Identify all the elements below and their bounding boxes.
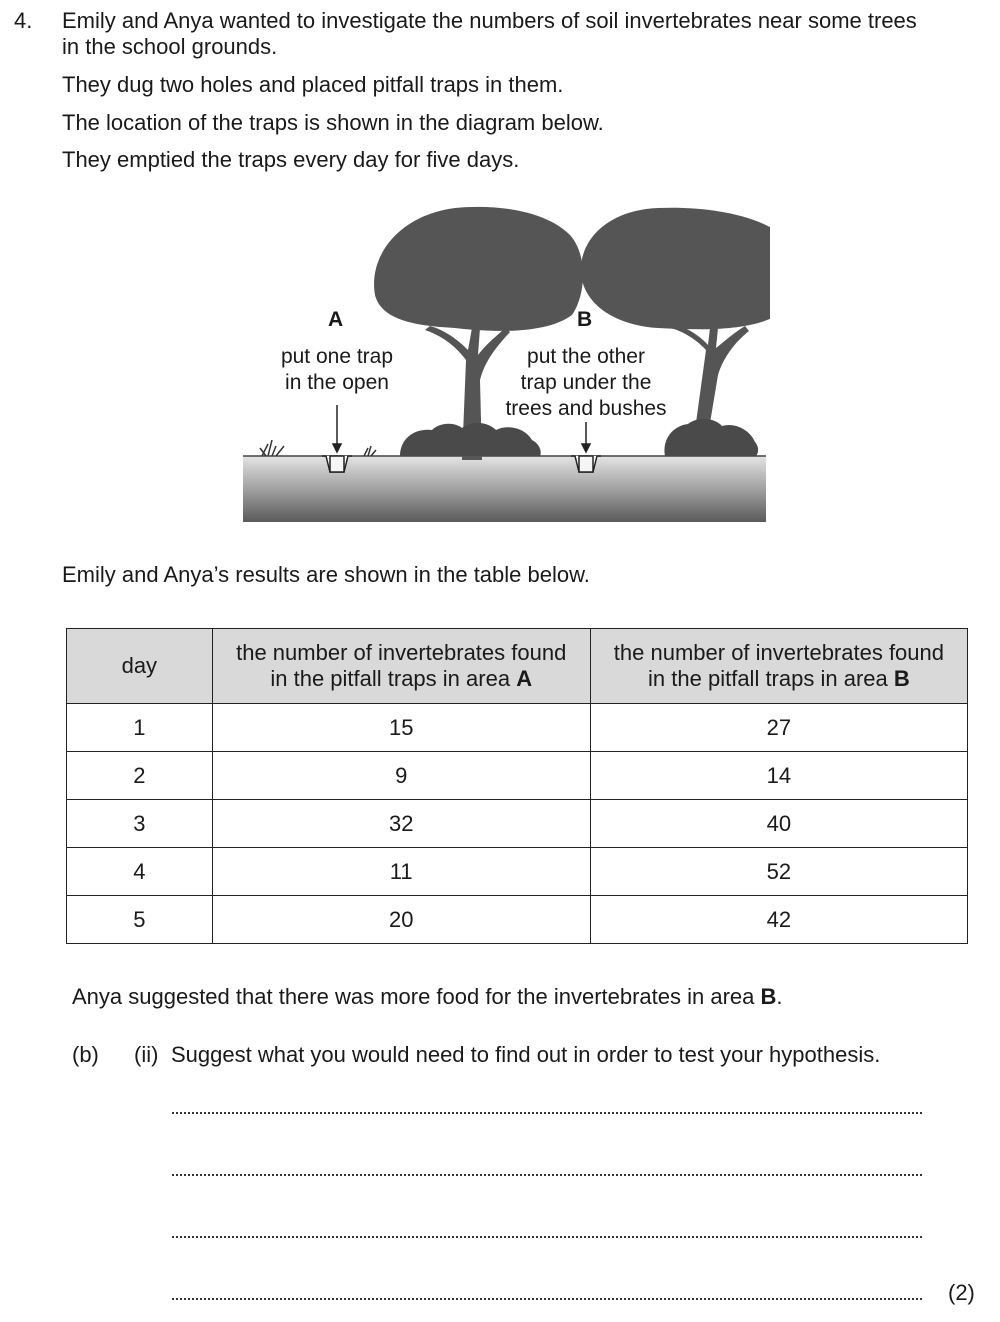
table-row bbox=[67, 896, 968, 944]
results-intro: Emily and Anya’s results are shown in the table below. bbox=[62, 562, 590, 587]
suggestion-sentence bbox=[72, 984, 783, 1010]
label-b-line-3: trees and bushes bbox=[505, 397, 667, 420]
cell-day: 3 bbox=[67, 800, 213, 848]
cell-day: 1 bbox=[67, 704, 213, 752]
label-b: B bbox=[577, 308, 593, 331]
label-b-line-1: put the other bbox=[527, 345, 645, 368]
cell-day: 2 bbox=[67, 752, 213, 800]
cell-area-a: 15 bbox=[212, 704, 590, 752]
holes-sentence: They dug two holes and placed pitfall traps in them. bbox=[62, 72, 564, 97]
header-area-a bbox=[212, 629, 590, 704]
emptied-sentence: They emptied the traps every day for five days. bbox=[62, 147, 520, 172]
header-a-line-1: the number of invertebrates found bbox=[236, 640, 567, 665]
table-row bbox=[67, 752, 968, 800]
part-b-label: (b) bbox=[72, 1042, 99, 1067]
label-b-text bbox=[486, 344, 686, 422]
answer-line-1[interactable] bbox=[172, 1110, 922, 1114]
pitfall-trap-diagram bbox=[240, 200, 770, 526]
cell-area-b: 40 bbox=[590, 800, 967, 848]
cell-day: 4 bbox=[67, 848, 213, 896]
header-a-line-2: in the pitfall traps in area bbox=[270, 666, 511, 691]
header-b-letter: B bbox=[893, 666, 910, 691]
label-a-line-1: put one trap bbox=[280, 345, 394, 368]
suggestion-end: . bbox=[776, 984, 783, 1009]
intro-line-1: Emily and Anya wanted to investigate the numbers of soil invertebrates near some trees bbox=[62, 8, 917, 33]
suggestion-text: Anya suggested that there was more food for the invertebrates in area bbox=[72, 984, 755, 1009]
cell-area-a: 11 bbox=[212, 848, 590, 896]
results-table bbox=[66, 628, 968, 944]
label-a: A bbox=[328, 308, 344, 331]
header-day: day bbox=[67, 629, 213, 704]
answer-line-2[interactable] bbox=[172, 1172, 922, 1176]
grass-tufts bbox=[260, 440, 376, 456]
header-b-line-2: in the pitfall traps in area bbox=[648, 666, 888, 691]
cell-area-a: 9 bbox=[212, 752, 590, 800]
location-sentence: The location of the traps is shown in the diagram below. bbox=[62, 110, 604, 135]
header-area-b bbox=[590, 629, 967, 704]
ground-strip bbox=[243, 456, 766, 522]
cell-day: 5 bbox=[67, 896, 213, 944]
marks-indicator: (2) bbox=[948, 1280, 975, 1305]
header-a-letter: A bbox=[516, 666, 533, 691]
label-a-line-2: in the open bbox=[285, 371, 389, 394]
cell-area-b: 27 bbox=[590, 704, 967, 752]
cell-area-b: 52 bbox=[590, 848, 967, 896]
answer-line-3[interactable] bbox=[172, 1234, 922, 1238]
table-header-row bbox=[67, 629, 968, 704]
intro-line-2: in the school grounds. bbox=[62, 34, 278, 59]
table-row bbox=[67, 704, 968, 752]
part-ii-label: (ii) bbox=[134, 1042, 159, 1067]
header-b-line-1: the number of invertebrates found bbox=[613, 640, 945, 665]
cell-area-b: 14 bbox=[590, 752, 967, 800]
label-b-line-2: trap under the bbox=[520, 371, 652, 394]
table-row bbox=[67, 848, 968, 896]
question-number: 4. bbox=[14, 8, 33, 33]
cell-area-a: 32 bbox=[212, 800, 590, 848]
bushes bbox=[400, 419, 758, 456]
part-prompt: Suggest what you would need to find out in order to test your hypothesis. bbox=[171, 1042, 881, 1067]
answer-line-4[interactable] bbox=[172, 1296, 922, 1300]
suggestion-letter: B bbox=[760, 984, 777, 1009]
label-a-text bbox=[260, 344, 414, 396]
table-row bbox=[67, 800, 968, 848]
cell-area-b: 42 bbox=[590, 896, 967, 944]
cell-area-a: 20 bbox=[212, 896, 590, 944]
